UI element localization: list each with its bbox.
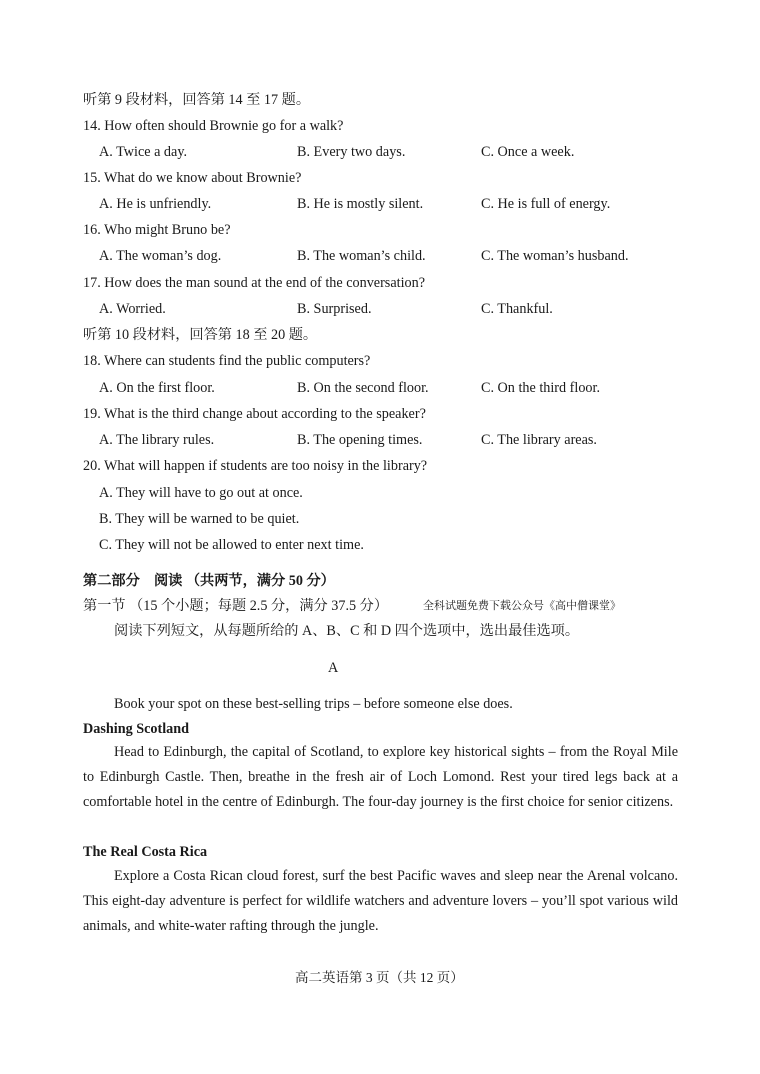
section-9-instruction: 听第 9 段材料，回答第 14 至 17 题。 — [83, 92, 311, 108]
question-18-option-b: B. On the second floor. — [297, 380, 429, 396]
passage-label: A — [328, 660, 339, 676]
question-17-option-a: A. Worried. — [99, 301, 166, 317]
question-14-option-b: B. Every two days. — [297, 144, 406, 160]
question-16-option-b: B. The woman’s child. — [297, 248, 426, 264]
question-17-stem: 17. How does the man sound at the end of the conversation? — [83, 275, 425, 291]
section-10-instruction: 听第 10 段材料，回答第 18 至 20 题。 — [83, 327, 318, 343]
question-15-stem: 15. What do we know about Brownie? — [83, 170, 302, 186]
question-15-option-c: C. He is full of energy. — [481, 196, 611, 212]
question-14-stem: 14. How often should Brownie go for a walk? — [83, 118, 344, 134]
question-19-option-a: A. The library rules. — [99, 432, 215, 448]
question-20-option-b: B. They will be warned to be quiet. — [99, 511, 300, 527]
part-two-title: 第二部分 阅读 （共两节，满分 50 分） — [83, 573, 335, 589]
watermark-text: 全科试题免费下载公众号《高中僧课堂》 — [423, 600, 621, 612]
reading-instructions: 阅读下列短文，从每题所给的 A、B、C 和 D 四个选项中，选出最佳选项。 — [114, 623, 580, 639]
question-14-option-c: C. Once a week. — [481, 144, 575, 160]
question-17-option-b: B. Surprised. — [297, 301, 372, 317]
question-17-option-c: C. Thankful. — [481, 301, 553, 317]
question-15-option-b: B. He is mostly silent. — [297, 196, 424, 212]
question-18-stem: 18. Where can students find the public computers? — [83, 353, 371, 369]
passage-intro: Book your spot on these best-selling trips – before someone else does. — [114, 696, 513, 712]
question-18-option-a: A. On the first floor. — [99, 380, 215, 396]
question-20-stem: 20. What will happen if students are too noisy in the library? — [83, 458, 428, 474]
question-16-option-c: C. The woman’s husband. — [481, 248, 629, 264]
question-16-stem: 16. Who might Bruno be? — [83, 222, 231, 238]
page-footer: 高二英语第 3 页（共 12 页） — [295, 970, 464, 985]
question-19-option-b: B. The opening times. — [297, 432, 423, 448]
trip-1-title: Dashing Scotland — [83, 721, 190, 737]
question-20-option-c: C. They will not be allowed to enter next time. — [99, 537, 364, 553]
question-16-option-a: A. The woman’s dog. — [99, 248, 222, 264]
question-14-option-a: A. Twice a day. — [99, 144, 188, 160]
question-19-option-c: C. The library areas. — [481, 432, 597, 448]
question-15-option-a: A. He is unfriendly. — [99, 196, 212, 212]
question-19-stem: 19. What is the third change about according to the speaker? — [83, 406, 426, 422]
section-one-title: 第一节 （15 个小题；每题 2.5 分，满分 37.5 分） — [83, 598, 389, 614]
trip-2-body: Explore a Costa Rican cloud forest, surf the best Pacific waves and sleep near the Arenal volcano. This eight-day adventure is perfect for wildlife watchers and adventure lovers – you’ll spot various wild animals, and white-water rafting through the jungle. — [83, 868, 678, 934]
question-18-option-c: C. On the third floor. — [481, 380, 601, 396]
trip-1-body: Head to Edinburgh, the capital of Scotland, to explore key historical sights – from the Royal Mile to Edinburgh Castle. Then, breathe in the fresh air of Loch Lomond. Rest your tired legs back at a comfortable hotel in the centre of Edinburgh. The four-day journey is the first choice for senior citizens. — [83, 744, 678, 810]
trip-2-title: The Real Costa Rica — [83, 844, 208, 860]
question-20-option-a: A. They will have to go out at once. — [99, 485, 303, 501]
